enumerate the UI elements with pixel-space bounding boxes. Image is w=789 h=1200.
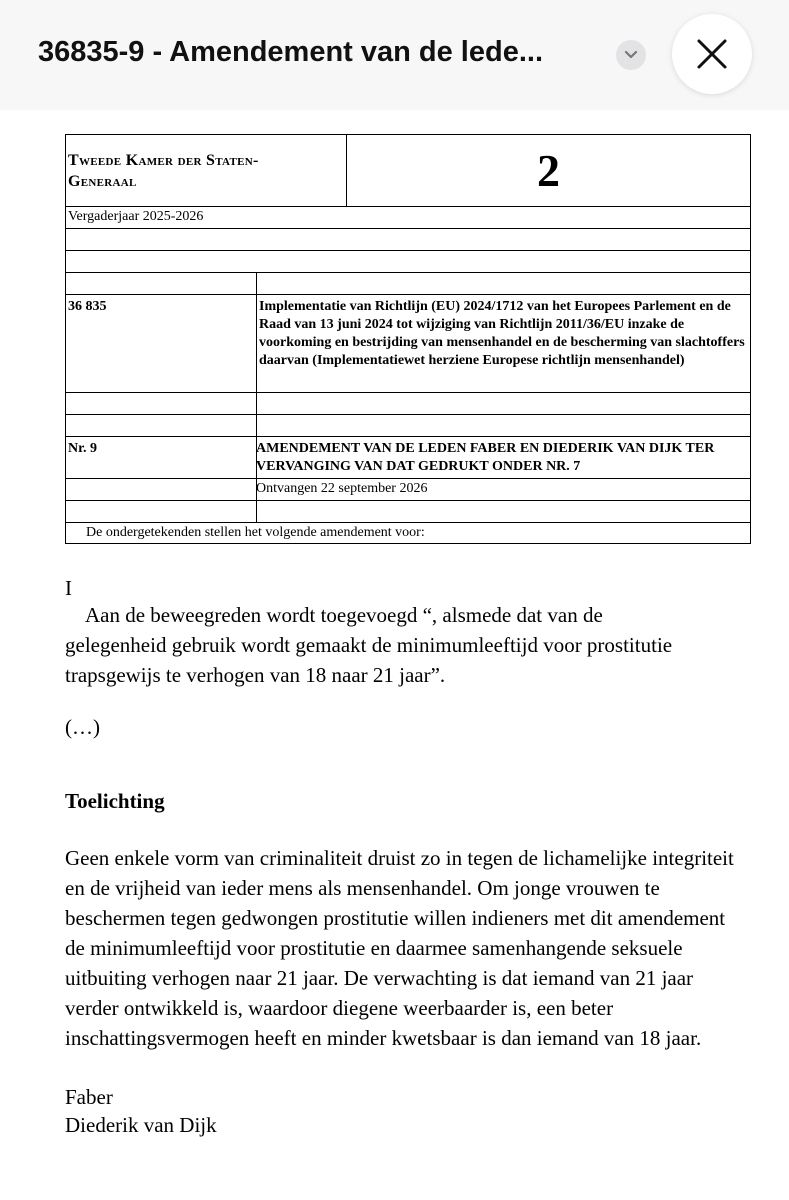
explanation-heading: Toelichting xyxy=(65,789,165,813)
chamber-cell xyxy=(66,135,347,206)
received-row xyxy=(66,479,750,501)
title-menu-button[interactable] xyxy=(616,40,646,70)
item-number: Nr. 9 xyxy=(68,441,98,456)
header-row xyxy=(66,135,750,207)
dossier-title: Implementatie van Richtlijn (EU) 2024/1712 van het Europees Parlement en de Raad van 13 juni 2024 tot wijziging van Richtlijn 2011/36/EU inzake de voorkoming en bestrijding van mensenhandel en de bescherming van slachtoffers daarvan (Implementatiewet herziene Europese richtlijn mensenhandel) xyxy=(259,299,745,368)
document-title: 36835-9 - Amendement van de lede... xyxy=(38,36,544,68)
chamber-name: Tweede Kamer der Staten- Generaal xyxy=(68,152,259,190)
dossier-number: 36 835 xyxy=(68,299,107,314)
section-label: I xyxy=(65,576,72,600)
amendment-row xyxy=(66,437,750,479)
chevron-down-icon xyxy=(624,50,638,60)
close-button[interactable] xyxy=(672,14,752,94)
empty-split-row xyxy=(66,501,750,523)
document-header-table xyxy=(65,134,751,544)
empty-split-row xyxy=(66,415,750,437)
signatory: Diederik van Dijk xyxy=(65,1113,217,1137)
empty-row xyxy=(66,229,750,251)
dossier-row xyxy=(66,295,750,393)
signatory: Faber xyxy=(65,1085,113,1109)
empty-split-row xyxy=(66,393,750,415)
page-number: 2 xyxy=(537,145,560,196)
intro-row xyxy=(66,523,750,543)
amendment-title: AMENDEMENT VAN DE LEDEN FABER EN DIEDERIK VAN DIJK TER VERVANGING VAN DAT GEDRUKT ONDER NR. 7 xyxy=(256,441,715,474)
empty-row xyxy=(66,251,750,273)
amendment-text: Aan de beweegreden wordt toegevoegd “, alsmede dat van de gelegenheid gebruik wordt gemaakt de minimumleeftijd voor prostitutie trapsgewijs te verhogen van 18 naar 21 jaar”. xyxy=(65,603,673,687)
session-row xyxy=(66,207,750,229)
received-date: Ontvangen 22 september 2026 xyxy=(256,481,428,496)
close-icon xyxy=(696,38,728,70)
session-year: Vergaderjaar 2025-2026 xyxy=(68,209,204,224)
ellipsis: (…) xyxy=(65,715,100,739)
number-cell xyxy=(347,135,750,206)
explanation-text: Geen enkele vorm van criminaliteit druist zo in tegen de lichamelijke integriteit en de vrijheid van ieder mens als mensenhandel. Om jonge vrouwen te beschermen tegen gedwongen prostitutie willen indieners met dit amendement de minimumleeftijd voor prostitutie en daarmee samenhangende seksuele uitbuiting verhogen naar 21 jaar. De verwachting is dat iemand van 21 jaar verder ontwikkeld is, waardoor diegene weerbaarder is, een beter inschattingsvermogen heeft en minder kwetsbaar is dan iemand van 18 jaar. xyxy=(65,846,734,1050)
empty-split-row xyxy=(66,273,750,295)
intro-text: De ondergetekenden stellen het volgende amendement voor: xyxy=(86,525,425,540)
viewer-topbar xyxy=(0,0,789,110)
